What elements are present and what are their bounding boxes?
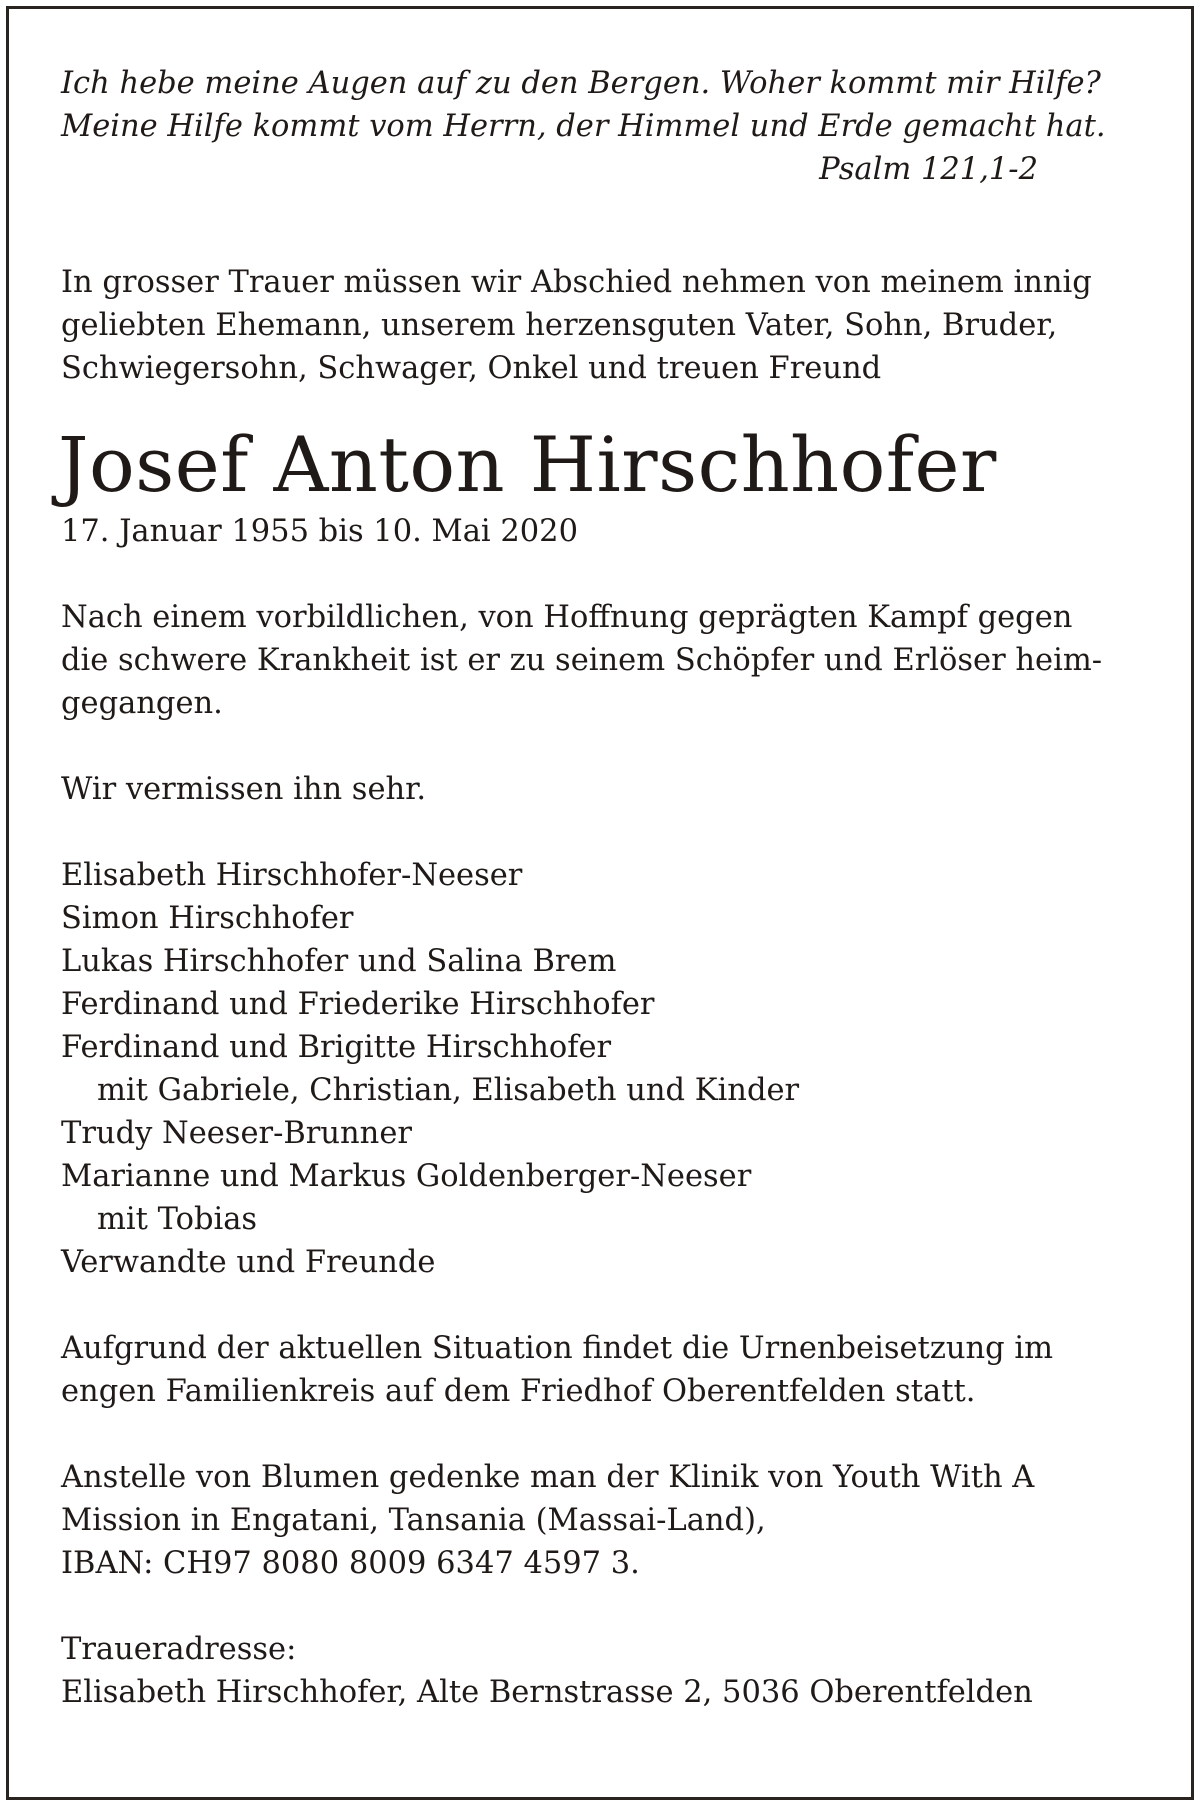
psalm-line: Meine Hilfe kommt vom Herrn, der Himmel und Erde gemacht hat. bbox=[61, 109, 1106, 144]
obituary-notice bbox=[58, 62, 1141, 1714]
donation-line: Mission in Engatani, Tansania (Massai-Land), bbox=[61, 1503, 766, 1538]
mourner-entry: Verwandte und Freunde bbox=[61, 1245, 436, 1280]
passing-line: gegangen. bbox=[61, 686, 223, 721]
burial-line: engen Familienkreis auf dem Friedhof Oberentfelden statt. bbox=[61, 1374, 976, 1409]
passing-line: die schwere Krankheit ist er zu seinem Schöpfer und Erlöser heim- bbox=[61, 643, 1103, 678]
mourning-address bbox=[61, 1628, 1141, 1714]
mourner-entry: Trudy Neeser-Brunner bbox=[61, 1116, 412, 1151]
address-value: Elisabeth Hirschhofer, Alte Bernstrasse 2, 5036 Oberentfelden bbox=[61, 1675, 1033, 1710]
deceased-name: Josef Anton Hirschhofer bbox=[58, 420, 997, 509]
intro-line: geliebten Ehemann, unserem herzensguten Vater, Sohn, Bruder, bbox=[61, 308, 1058, 343]
intro-line: Schwiegersohn, Schwager, Onkel und treuen Freund bbox=[61, 351, 882, 386]
life-dates: 17. Januar 1955 bis 10. Mai 2020 bbox=[61, 514, 578, 549]
mourner-entry: Lukas Hirschhofer und Salina Brem bbox=[61, 944, 617, 979]
intro-line: In grosser Trauer müssen wir Abschied nehmen von meinem innig bbox=[61, 265, 1092, 300]
mourners-list bbox=[61, 854, 1141, 1284]
miss-statement: Wir vermissen ihn sehr. bbox=[61, 772, 427, 807]
passing-line: Nach einem vorbildlichen, von Hoffnung geprägten Kampf gegen bbox=[61, 600, 1073, 635]
psalm-line: Ich hebe meine Augen auf zu den Bergen. Woher kommt mir Hilfe? bbox=[61, 66, 1101, 101]
iban-line: IBAN: CH97 8080 8009 6347 4597 3. bbox=[61, 1546, 640, 1581]
mourner-entry-sub: mit Tobias bbox=[97, 1202, 258, 1237]
intro-paragraph bbox=[61, 261, 1141, 390]
donation-paragraph bbox=[61, 1456, 1141, 1585]
mourner-entry: Ferdinand und Brigitte Hirschhofer bbox=[61, 1030, 612, 1065]
mourner-entry: Simon Hirschhofer bbox=[61, 901, 354, 936]
burial-paragraph bbox=[61, 1327, 1141, 1413]
mourner-entry-sub: mit Gabriele, Christian, Elisabeth und Kinder bbox=[97, 1073, 800, 1108]
mourner-entry: Ferdinand und Friederike Hirschhofer bbox=[61, 987, 655, 1022]
passing-paragraph bbox=[61, 596, 1141, 725]
mourner-entry: Marianne und Markus Goldenberger-Neeser bbox=[61, 1159, 752, 1194]
address-label: Traueradresse: bbox=[61, 1632, 297, 1667]
donation-line: Anstelle von Blumen gedenke man der Klinik von Youth With A bbox=[61, 1460, 1035, 1495]
burial-line: Aufgrund der aktuellen Situation findet die Urnenbeisetzung im bbox=[61, 1331, 1054, 1366]
psalm-reference: Psalm 121,1-2 bbox=[819, 152, 1038, 187]
psalm-quote bbox=[61, 62, 1141, 191]
mourner-entry: Elisabeth Hirschhofer-Neeser bbox=[61, 858, 523, 893]
